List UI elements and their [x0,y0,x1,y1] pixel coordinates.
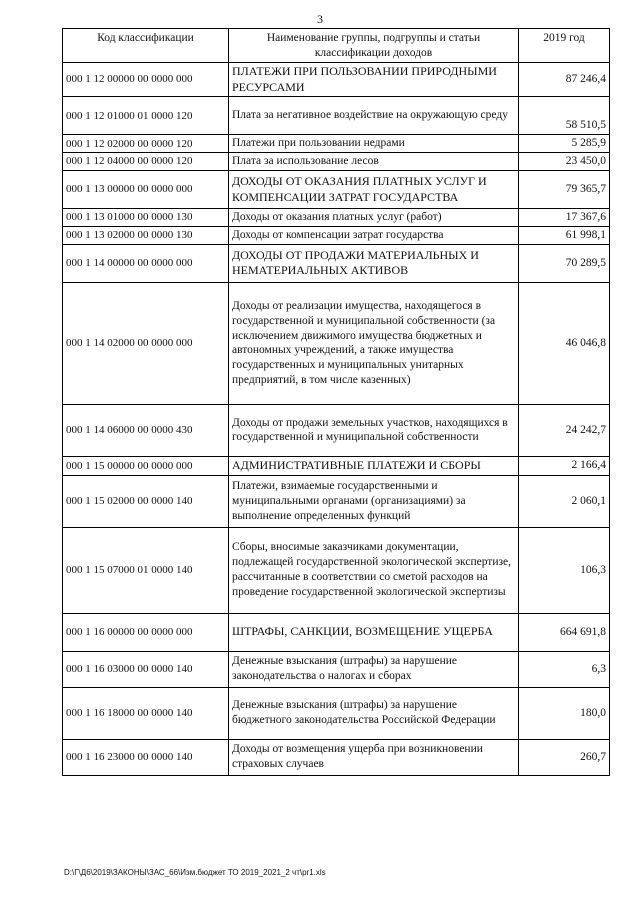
row-name: ДОХОДЫ ОТ ПРОДАЖИ МАТЕРИАЛЬНЫХ И НЕМАТЕРИАЛЬНЫХ АКТИВОВ [229,244,519,282]
table-row [63,209,610,227]
row-code: 000 1 15 07000 01 0000 140 [63,527,229,613]
row-value: 17 367,6 [519,209,610,227]
row-value: 46 046,8 [519,282,610,404]
table-row [63,135,610,153]
footer-file-path: D:\Г\Д6\2019\ЗАКОНЫ\ЗАС_66\Изм.бюджет ТО 2019_2021_2 чт\pr1.xls [64,868,326,877]
row-name: Платежи при пользовании недрами [229,135,519,153]
row-code: 000 1 16 03000 00 0000 140 [63,651,229,687]
row-code: 000 1 12 04000 00 0000 120 [63,153,229,171]
row-code: 000 1 15 00000 00 0000 000 [63,456,229,475]
row-name: АДМИНИСТРАТИВНЫЕ ПЛАТЕЖИ И СБОРЫ [229,456,519,475]
row-name: Плата за негативное воздействие на окружающую среду [229,97,519,135]
header-name: Наименование группы, подгруппы и статьи классификации доходов [229,29,519,63]
row-value: 61 998,1 [519,227,610,245]
row-code: 000 1 13 00000 00 0000 000 [63,171,229,209]
row-name: ШТРАФЫ, САНКЦИИ, ВОЗМЕЩЕНИЕ УЩЕРБА [229,613,519,651]
table-row [63,527,610,613]
row-name: Денежные взыскания (штрафы) за нарушение бюджетного законодательства Российской Федерации [229,687,519,739]
row-name: Сборы, вносимые заказчиками документации, подлежащей государственной экологической экспертизе, рассчитанные в соответствии со сметой расходов на проведение государственной экологической экспертизы [229,527,519,613]
row-code: 000 1 13 02000 00 0000 130 [63,227,229,245]
row-code: 000 1 15 02000 00 0000 140 [63,475,229,527]
row-value: 5 285,9 [519,135,610,153]
table-row [63,63,610,97]
row-value: 6,3 [519,651,610,687]
table-row [63,282,610,404]
row-code: 000 1 16 23000 00 0000 140 [63,739,229,775]
table-row [63,153,610,171]
row-name: Платежи, взимаемые государственными и муниципальными органами (организациями) за выполнение определенных функций [229,475,519,527]
row-value: 23 450,0 [519,153,610,171]
row-value: 70 289,5 [519,244,610,282]
table-row [63,97,610,135]
table-row [63,739,610,775]
row-code: 000 1 14 02000 00 0000 000 [63,282,229,404]
row-value: 58 510,5 [519,97,610,135]
row-code: 000 1 14 00000 00 0000 000 [63,244,229,282]
row-name: Доходы от компенсации затрат государства [229,227,519,245]
row-name: ПЛАТЕЖИ ПРИ ПОЛЬЗОВАНИИ ПРИРОДНЫМИ РЕСУРСАМИ [229,63,519,97]
row-name: Доходы от продажи земельных участков, находящихся в государственной и муниципальной собственности [229,404,519,456]
row-value: 2 166,4 [519,456,610,475]
row-code: 000 1 12 02000 00 0000 120 [63,135,229,153]
table-row [63,687,610,739]
row-code: 000 1 14 06000 00 0000 430 [63,404,229,456]
row-code: 000 1 16 00000 00 0000 000 [63,613,229,651]
row-name: Плата за использование лесов [229,153,519,171]
row-code: 000 1 13 01000 00 0000 130 [63,209,229,227]
row-value: 2 060,1 [519,475,610,527]
table-row [63,475,610,527]
row-value: 87 246,4 [519,63,610,97]
row-name: Доходы от оказания платных услуг (работ) [229,209,519,227]
row-value: 180,0 [519,687,610,739]
revenue-classification-table [62,28,610,776]
row-code: 000 1 16 18000 00 0000 140 [63,687,229,739]
table-row [63,456,610,475]
table-row [63,227,610,245]
page-number: 3 [317,12,323,26]
header-year: 2019 год [519,29,610,63]
table-row [63,171,610,209]
table-header-row [63,29,610,63]
row-code: 000 1 12 00000 00 0000 000 [63,63,229,97]
table-row [63,651,610,687]
table-row [63,613,610,651]
row-name: ДОХОДЫ ОТ ОКАЗАНИЯ ПЛАТНЫХ УСЛУГ И КОМПЕНСАЦИИ ЗАТРАТ ГОСУДАРСТВА [229,171,519,209]
row-value: 106,3 [519,527,610,613]
row-value: 664 691,8 [519,613,610,651]
row-code: 000 1 12 01000 01 0000 120 [63,97,229,135]
table-row [63,404,610,456]
table-row [63,244,610,282]
row-value: 260,7 [519,739,610,775]
header-code: Код классификации [63,29,229,63]
row-name: Доходы от возмещения ущерба при возникновении страховых случаев [229,739,519,775]
row-value: 24 242,7 [519,404,610,456]
row-value: 79 365,7 [519,171,610,209]
row-name: Доходы от реализации имущества, находящегося в государственной и муниципальной собственности (за исключением движимого имущества бюджетных и автономных учреждений, а также имущества государственных и муниципальных унитарных предприятий, в том числе казенных) [229,282,519,404]
row-name: Денежные взыскания (штрафы) за нарушение законодательства о налогах и сборах [229,651,519,687]
